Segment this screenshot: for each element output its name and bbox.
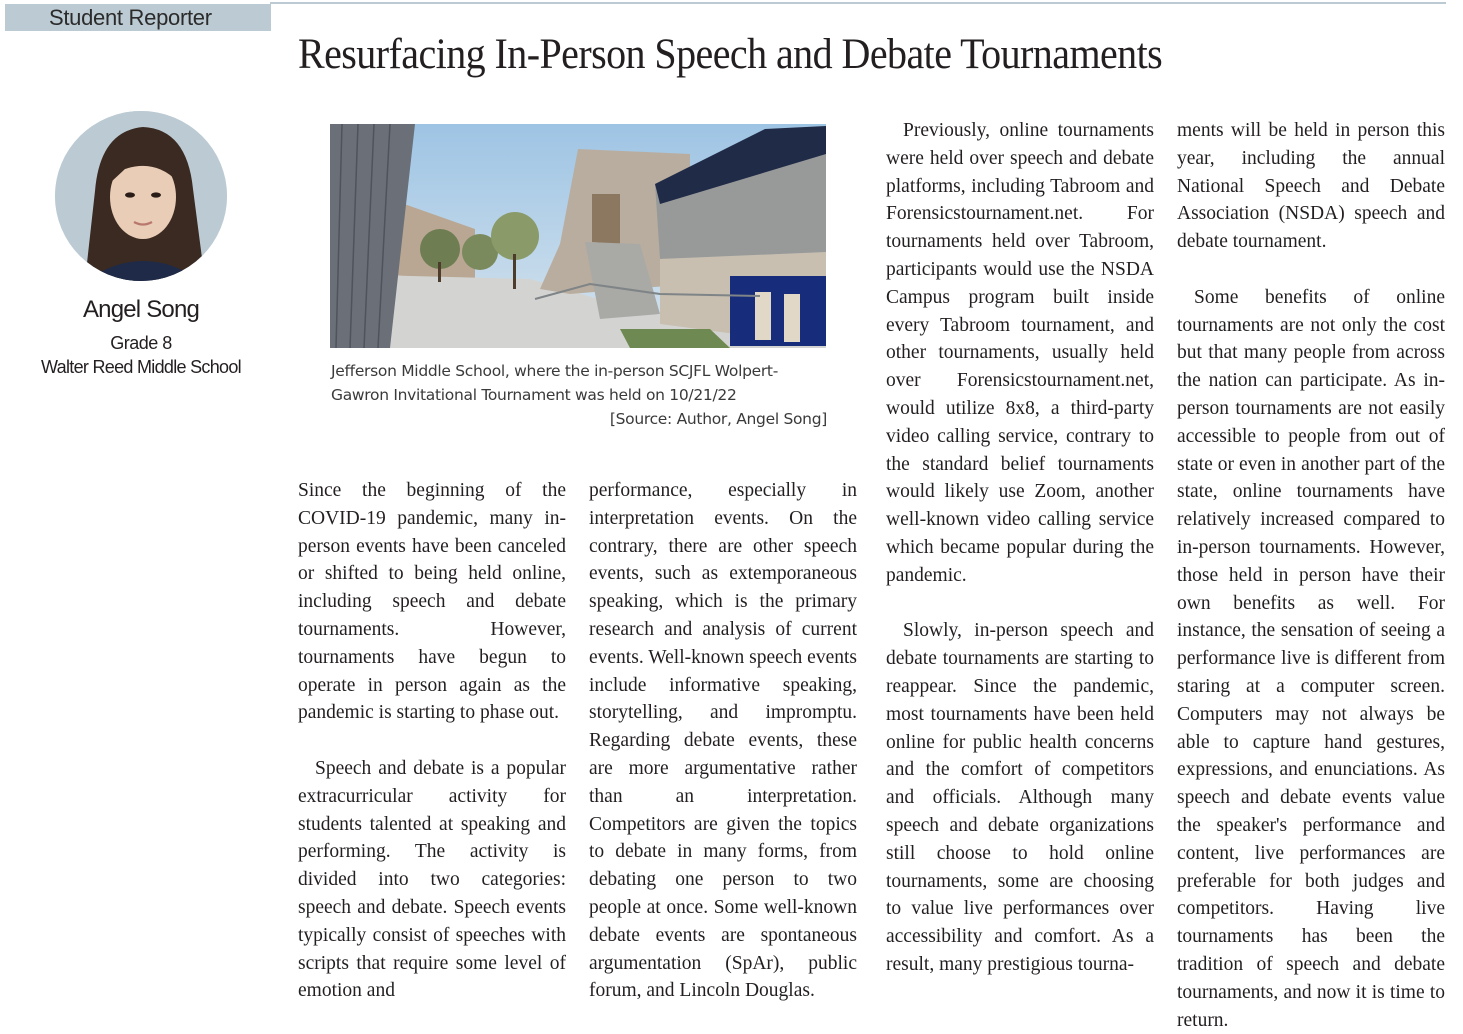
paragraph: ments will be held in person this year, including the annual National Speech and Debate Association (NSDA) speech and debate tournament.	[1177, 120, 1445, 253]
author-school: Walter Reed Middle School	[41, 357, 241, 377]
paragraph: Speech and debate is a popular extracurricular activity for students talented at speaking and performing. The activity is divided into two categories: speech and debate. Speech events typically consist of speeches with scripts that require some level of emotion and	[298, 757, 566, 1002]
photo-caption-text: Jefferson Middle School, where the in-person SCJFL Wolpert-Gawron Invitational Tournament was held on 10/21/22	[331, 362, 778, 404]
paragraph: performance, especially in interpretation events. On the contrary, there are other speech events, such as extemporaneous speaking, which is the primary research and analysis of current events. Well-known speech events include informative speaking, storytelling, and impromptu. Regarding debate events, these are more argumentative rather than an interpretation. Competitors are given the topics to debate in many forms, from debating one person to two people at once. Some well-known debate events are spontaneous argumentation (SpAr), public forum, and Lincoln Douglas.	[589, 480, 857, 1002]
school-building-photo-icon	[330, 124, 826, 348]
top-rule-divider	[271, 2, 1446, 4]
paragraph: Some benefits of online tournaments are not only the cost but that many people from across the nation can participate. As in-person tournaments are not easily accessible to people from out of state or even in another part of the state, online tournaments have relatively increased compared to in-person tournaments. However, those held in person have their own benefits as well. For instance, the sensation of seeing a performance live is different from staring at a computer screen. Computers may not always be able to capture hand gestures, expressions, and enunciations. As speech and debate events value the speaker's performance and content, live performances are preferable for both judges and competitors. Having live tournaments has been the tradition of speech and debate tournaments, and now it is time to return.	[1177, 286, 1445, 1031]
section-label-text: Student Reporter	[49, 5, 212, 30]
author-portrait-illustration	[55, 111, 227, 281]
author-name: Angel Song	[82, 296, 200, 323]
article-column-3	[886, 117, 1154, 979]
top-rule-corner	[270, 2, 271, 31]
author-portrait-icon	[55, 111, 227, 281]
article-column-2	[589, 477, 857, 1005]
article-column-4	[1177, 117, 1445, 1034]
paragraph: Previously, online tournaments were held over speech and debate platforms, including Tabroom and Forensicstournament.net. For tournaments held over Tabroom, participants would use the NSDA Campus program built inside every Tabroom tournament, and other tournaments, usually held over Forensicstournament.net, would utilize 8x8, a third-party video calling service, contrary to the standard belief tournaments would likely use Zoom, another well-known video calling service which became popular during the pandemic.	[886, 120, 1154, 586]
photo-source: [Source: Author, Angel Song]	[609, 410, 827, 428]
school-building-illustration	[330, 124, 826, 348]
section-label	[5, 4, 271, 31]
author-grade: Grade 8	[110, 333, 172, 353]
article-column-1	[298, 477, 566, 1005]
photo-caption	[331, 359, 827, 431]
paragraph: Since the beginning of the COVID-19 pandemic, many in-person events have been canceled or shifted to being held online, including speech and debate tournaments. However, tournaments have begun to operate in person again as the pandemic is starting to phase out.	[298, 480, 566, 724]
paragraph: Slowly, in-person speech and debate tournaments are starting to reappear. Since the pandemic, most tournaments have been held online for public health concerns and the comfort of competitors and officials. Although many speech and debate organizations still choose to hold online tournaments, some are choosing to value live performances over accessibility and comfort. As a result, many prestigious tourna-	[886, 620, 1154, 975]
headline: Resurfacing In-Person Speech and Debate Tournaments	[298, 31, 1163, 78]
